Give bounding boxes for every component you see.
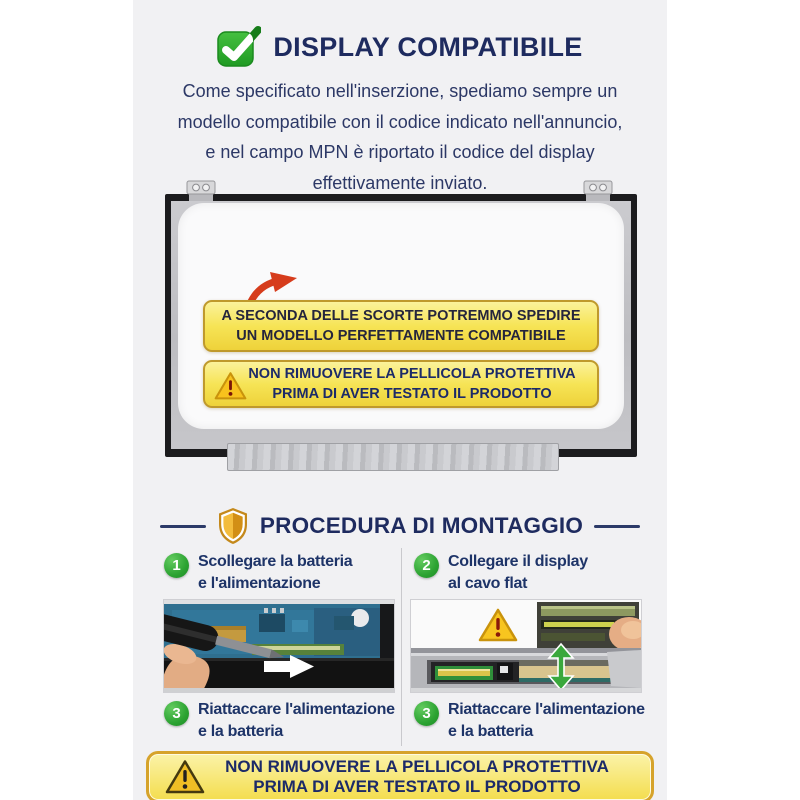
footer-warning-text: NON RIMUOVERE LA PELLICOLA PROTETTIVA PRIMA DI AVER TESTATO IL PRODOTTO [225, 757, 609, 796]
procedure-header [133, 507, 667, 545]
step-1-number-badge: 1 [164, 553, 189, 578]
check-icon [217, 26, 261, 68]
step-3-right [414, 699, 645, 743]
step-1-text: Scollegare la batteria e l'alimentazione [198, 553, 353, 592]
step-3-left-number-badge: 3 [164, 701, 189, 726]
step-3-right-text: Riattaccare l'alimentazione e la batteria [448, 701, 645, 740]
step-3-left-text: Riattaccare l'alimentazione e la batteria [198, 701, 395, 740]
column-divider [401, 548, 402, 746]
intro-line: effettivamente inviato. [312, 172, 488, 193]
shield-icon [217, 507, 249, 545]
intro-line: e nel campo MPN è riportato il codice del display [205, 142, 595, 162]
procedure-title: PROCEDURA DI MONTAGGIO [259, 513, 584, 538]
footer-warning-banner [146, 751, 654, 800]
film-warning-line2: PRIMA DI AVER TESTATO IL PRODOTTO [272, 386, 552, 402]
warning-triangle-icon [214, 371, 247, 401]
stock-notice-line1: A SECONDA DELLE SCORTE POTREMMO SPEDIRE [221, 308, 581, 324]
header [133, 26, 667, 68]
step-2-text: Collegare il display al cavo flat [448, 553, 588, 592]
step-2 [414, 551, 588, 595]
step-3-left [164, 699, 395, 743]
connector-photo-illustration [411, 600, 641, 692]
step-2-number-badge: 2 [414, 553, 439, 578]
warning-triangle-icon [165, 759, 205, 795]
stock-notice-label [203, 300, 599, 352]
step-2-photo [410, 599, 642, 693]
lcd-panel-image [165, 194, 637, 457]
foil-tape-strip [227, 443, 559, 471]
divider-line-left [160, 525, 206, 528]
page-title: DISPLAY COMPATIBILE [273, 31, 583, 62]
intro-line: Come specificato nell'inserzione, spediamo sempre un [182, 81, 618, 101]
film-warning-label [203, 360, 599, 408]
step-1-photo [163, 599, 395, 693]
content-strip [133, 0, 667, 800]
divider-line-right [594, 525, 640, 528]
stock-notice-line2: UN MODELLO PERFETTAMENTE COMPATIBILE [236, 328, 566, 344]
intro-line: modello compatibile con il codice indicato nell'annuncio, [177, 111, 623, 132]
step-3-right-number-badge: 3 [414, 701, 439, 726]
film-warning-line1: NON RIMUOVERE LA PELLICOLA PROTETTIVA [248, 366, 576, 382]
motherboard-photo-illustration [164, 600, 394, 692]
step-1 [164, 551, 352, 595]
